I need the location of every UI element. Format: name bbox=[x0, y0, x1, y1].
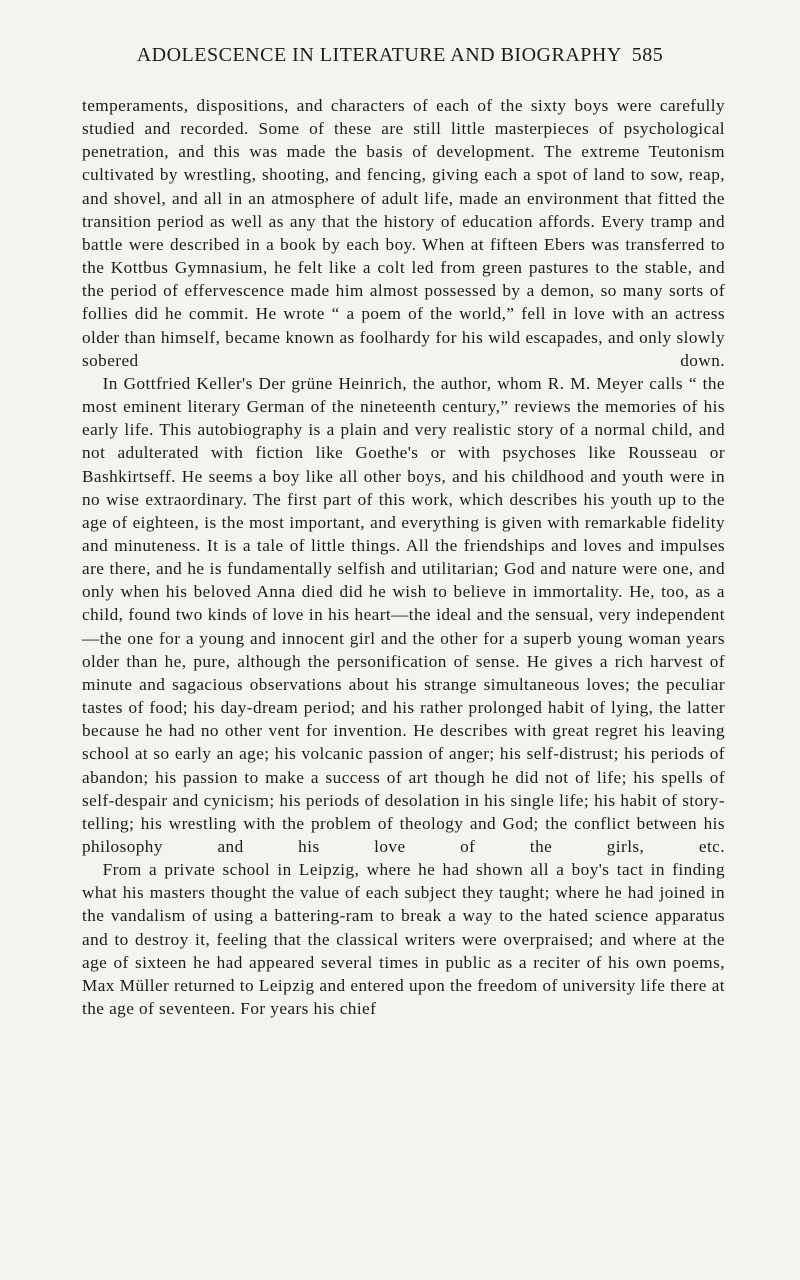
paragraph-keller: In Gottfried Keller's Der grüne Heinrich, the author, whom R. M. Meyer calls “ the most eminent literary German of the nineteenth century,” reviews the memories of his early life. This autobiography is a plain and very realistic story of a normal child, and not adulterated with fiction like Goethe's or with psychoses like Rousseau or Bashkirtseff. He seems a boy like all other boys, and his childhood and youth were in no wise extraordinary. The first part of this work, which describes his youth up to the age of eighteen, is the most important, and everything is given with remarkable fidelity and minuteness. It is a tale of little things. All the friendships and loves and impulses are there, and he is fundamentally selfish and utilitarian; God and nature were one, and only when his beloved Anna died did he wish to believe in immortality. He, too, as a child, found two kinds of love in his heart—the ideal and the sensual, very independent—the one for a young and innocent girl and the other for a superb young woman years older than he, pure, although the personification of sense. He gives a rich harvest of minute and sagacious observations about his strange simultaneous loves; the peculiar tastes of food; his day-dream period; and his rather prolonged habit of lying, the latter because he had no other vent for invention. He describes with great regret his leaving school at so early an age; his volcanic passion of anger; his self-distrust; his periods of abandon; his passion to make a success of art though he did not of life; his spells of self-despair and cynicism; his periods of desolation in his single life; his habit of story-telling; his wrestling with the problem of theology and God; the conflict between his philosophy and his love of the girls, etc. bbox=[82, 373, 725, 856]
running-head bbox=[80, 44, 720, 67]
page-number: 585 bbox=[631, 44, 664, 66]
paragraph-max-muller: From a private school in Leipzig, where he had shown all a boy's tact in finding what his masters thought the value of each subject they taught; where he had joined in the vandalism of using a battering-ram to break a way to the hated science apparatus and to destroy it, feeling that the classical writers were overpraised; and where at the age of sixteen he had appeared several times in public as a reciter of his own poems, Max Müller returned to Leipzig and entered upon the freedom of university life there at the age of seventeen. For years his chief bbox=[82, 860, 725, 1019]
body-text bbox=[82, 94, 725, 1020]
paragraph-ebers: temperaments, dispositions, and characters of each of the sixty boys were carefully studied and recorded. Some of these are still little masterpieces of psychological penetration, and this was made the basis of development. The extreme Teutonism cultivated by wrestling, shooting, and fencing, giving each a spot of land to sow, reap, and shovel, and all in an atmosphere of adult life, made an environment that fitted the transition period as well as any that the history of education affords. Every tramp and battle were described in a book by each boy. When at fifteen Ebers was transferred to the Kottbus Gymnasium, he felt like a colt led from green pastures to the stable, and the period of effervescence made him almost possessed by a demon, so many sorts of follies did he commit. He wrote “ a poem of the world,” fell in love with an actress older than himself, became known as foolhardy for his wild escapades, and only slowly sobered down. bbox=[82, 96, 725, 370]
running-head-title: ADOLESCENCE IN LITERATURE AND BIOGRAPHY bbox=[136, 44, 622, 66]
